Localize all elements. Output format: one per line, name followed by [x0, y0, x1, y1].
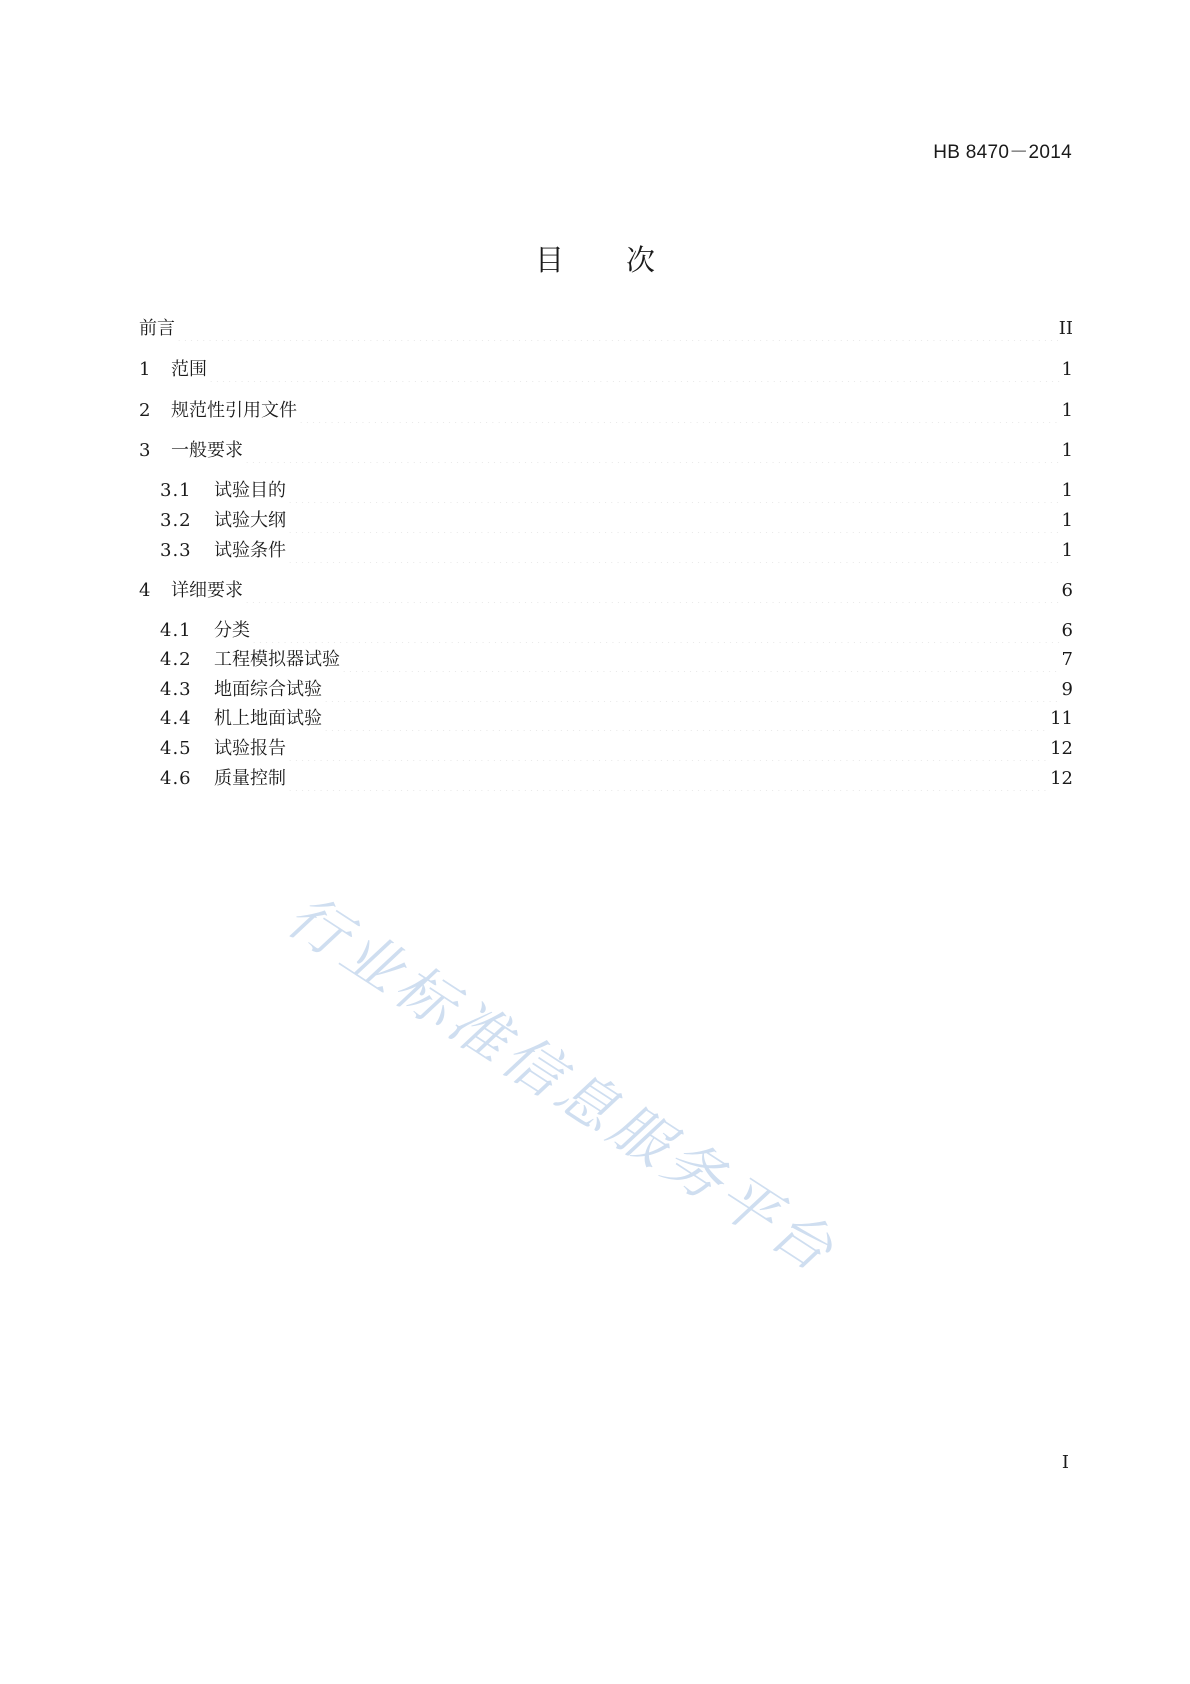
toc-entry-number: 3.1: [160, 480, 192, 501]
toc-entry[interactable]: [139, 399, 1073, 423]
toc-entry-title: 试验报告: [214, 738, 286, 759]
toc-entry-title: 试验条件: [214, 540, 286, 561]
toc-entry-number: 2: [139, 400, 151, 421]
toc-entry-page: 7: [1061, 649, 1073, 670]
toc-dot-leader: [287, 479, 1061, 503]
toc-entry-title: 机上地面试验: [214, 708, 322, 729]
toc-entry-page: II: [1058, 318, 1073, 339]
toc-entry-page: 1: [1061, 440, 1073, 461]
toc-entry-title: 规范性引用文件: [171, 400, 297, 421]
document-code: HB 8470－2014: [933, 142, 1072, 163]
toc-entry-title: 分类: [214, 620, 250, 641]
page-number: I: [1061, 1452, 1069, 1473]
toc-entry-title: 试验目的: [214, 480, 286, 501]
toc-entry-title: 试验大纲: [214, 510, 286, 531]
toc-entry-number: 4: [139, 580, 151, 601]
toc-dot-leader: [298, 399, 1061, 423]
toc-dot-leader: [323, 707, 1049, 731]
toc-entry-title: 地面综合试验: [214, 679, 322, 700]
toc-dot-leader: [176, 317, 1058, 341]
toc-entry-number: 4.3: [160, 679, 192, 700]
toc-entry-page: 1: [1061, 540, 1073, 561]
toc-entry-number: 1: [139, 359, 151, 380]
toc-entry-title: 范围: [171, 359, 207, 380]
toc-entry-title: 前言: [139, 318, 175, 339]
toc-dot-leader: [208, 358, 1061, 382]
page-title: 目次: [534, 243, 717, 277]
toc-entry-page: 1: [1061, 480, 1073, 501]
toc-subentry[interactable]: [160, 619, 1073, 643]
toc-subentry[interactable]: [160, 539, 1073, 563]
toc-entry-number: 4.4: [160, 708, 192, 729]
toc-subentry[interactable]: [160, 707, 1073, 731]
toc-entry[interactable]: [139, 579, 1073, 603]
toc-dot-leader: [244, 439, 1061, 463]
toc-entry-number: 4.6: [160, 768, 192, 789]
toc-entry-number: 4.5: [160, 738, 192, 759]
toc-entry-page: 6: [1061, 580, 1073, 601]
toc-entry-title: 质量控制: [214, 768, 286, 789]
toc-subentry[interactable]: [160, 678, 1073, 702]
toc-entry-number: 3.3: [160, 540, 192, 561]
watermark: 行业标准信息服务平台: [275, 881, 850, 1287]
toc-entry-page: 12: [1050, 738, 1073, 759]
toc-dot-leader: [323, 678, 1061, 702]
toc-dot-leader: [287, 509, 1061, 533]
toc-entry-page: 9: [1061, 679, 1073, 700]
toc-entry-page: 6: [1061, 620, 1073, 641]
toc-entry-number: 3: [139, 440, 151, 461]
toc-dot-leader: [341, 648, 1061, 672]
toc-subentry[interactable]: [160, 509, 1073, 533]
toc-entry-page: 12: [1050, 768, 1073, 789]
toc-subentry[interactable]: [160, 479, 1073, 503]
toc-entry-foreword[interactable]: [139, 317, 1073, 341]
toc-entry-title: 一般要求: [171, 440, 243, 461]
toc-entry-page: 1: [1061, 510, 1073, 531]
toc-entry[interactable]: [139, 439, 1073, 463]
toc-entry-page: 1: [1061, 400, 1073, 421]
toc-subentry[interactable]: [160, 737, 1073, 761]
toc-dot-leader: [287, 737, 1049, 761]
toc-dot-leader: [287, 767, 1049, 791]
toc-entry-title: 详细要求: [171, 580, 243, 601]
toc-subentry[interactable]: [160, 648, 1073, 672]
toc-entry[interactable]: [139, 358, 1073, 382]
toc-entry-number: 3.2: [160, 510, 192, 531]
toc-entry-number: 4.1: [160, 620, 192, 641]
toc-dot-leader: [244, 579, 1061, 603]
toc-dot-leader: [287, 539, 1061, 563]
toc-subentry[interactable]: [160, 767, 1073, 791]
toc-entry-number: 4.2: [160, 649, 192, 670]
toc-entry-page: 1: [1061, 359, 1073, 380]
toc-entry-title: 工程模拟器试验: [214, 649, 340, 670]
toc-dot-leader: [251, 619, 1061, 643]
toc-entry-page: 11: [1050, 708, 1073, 729]
